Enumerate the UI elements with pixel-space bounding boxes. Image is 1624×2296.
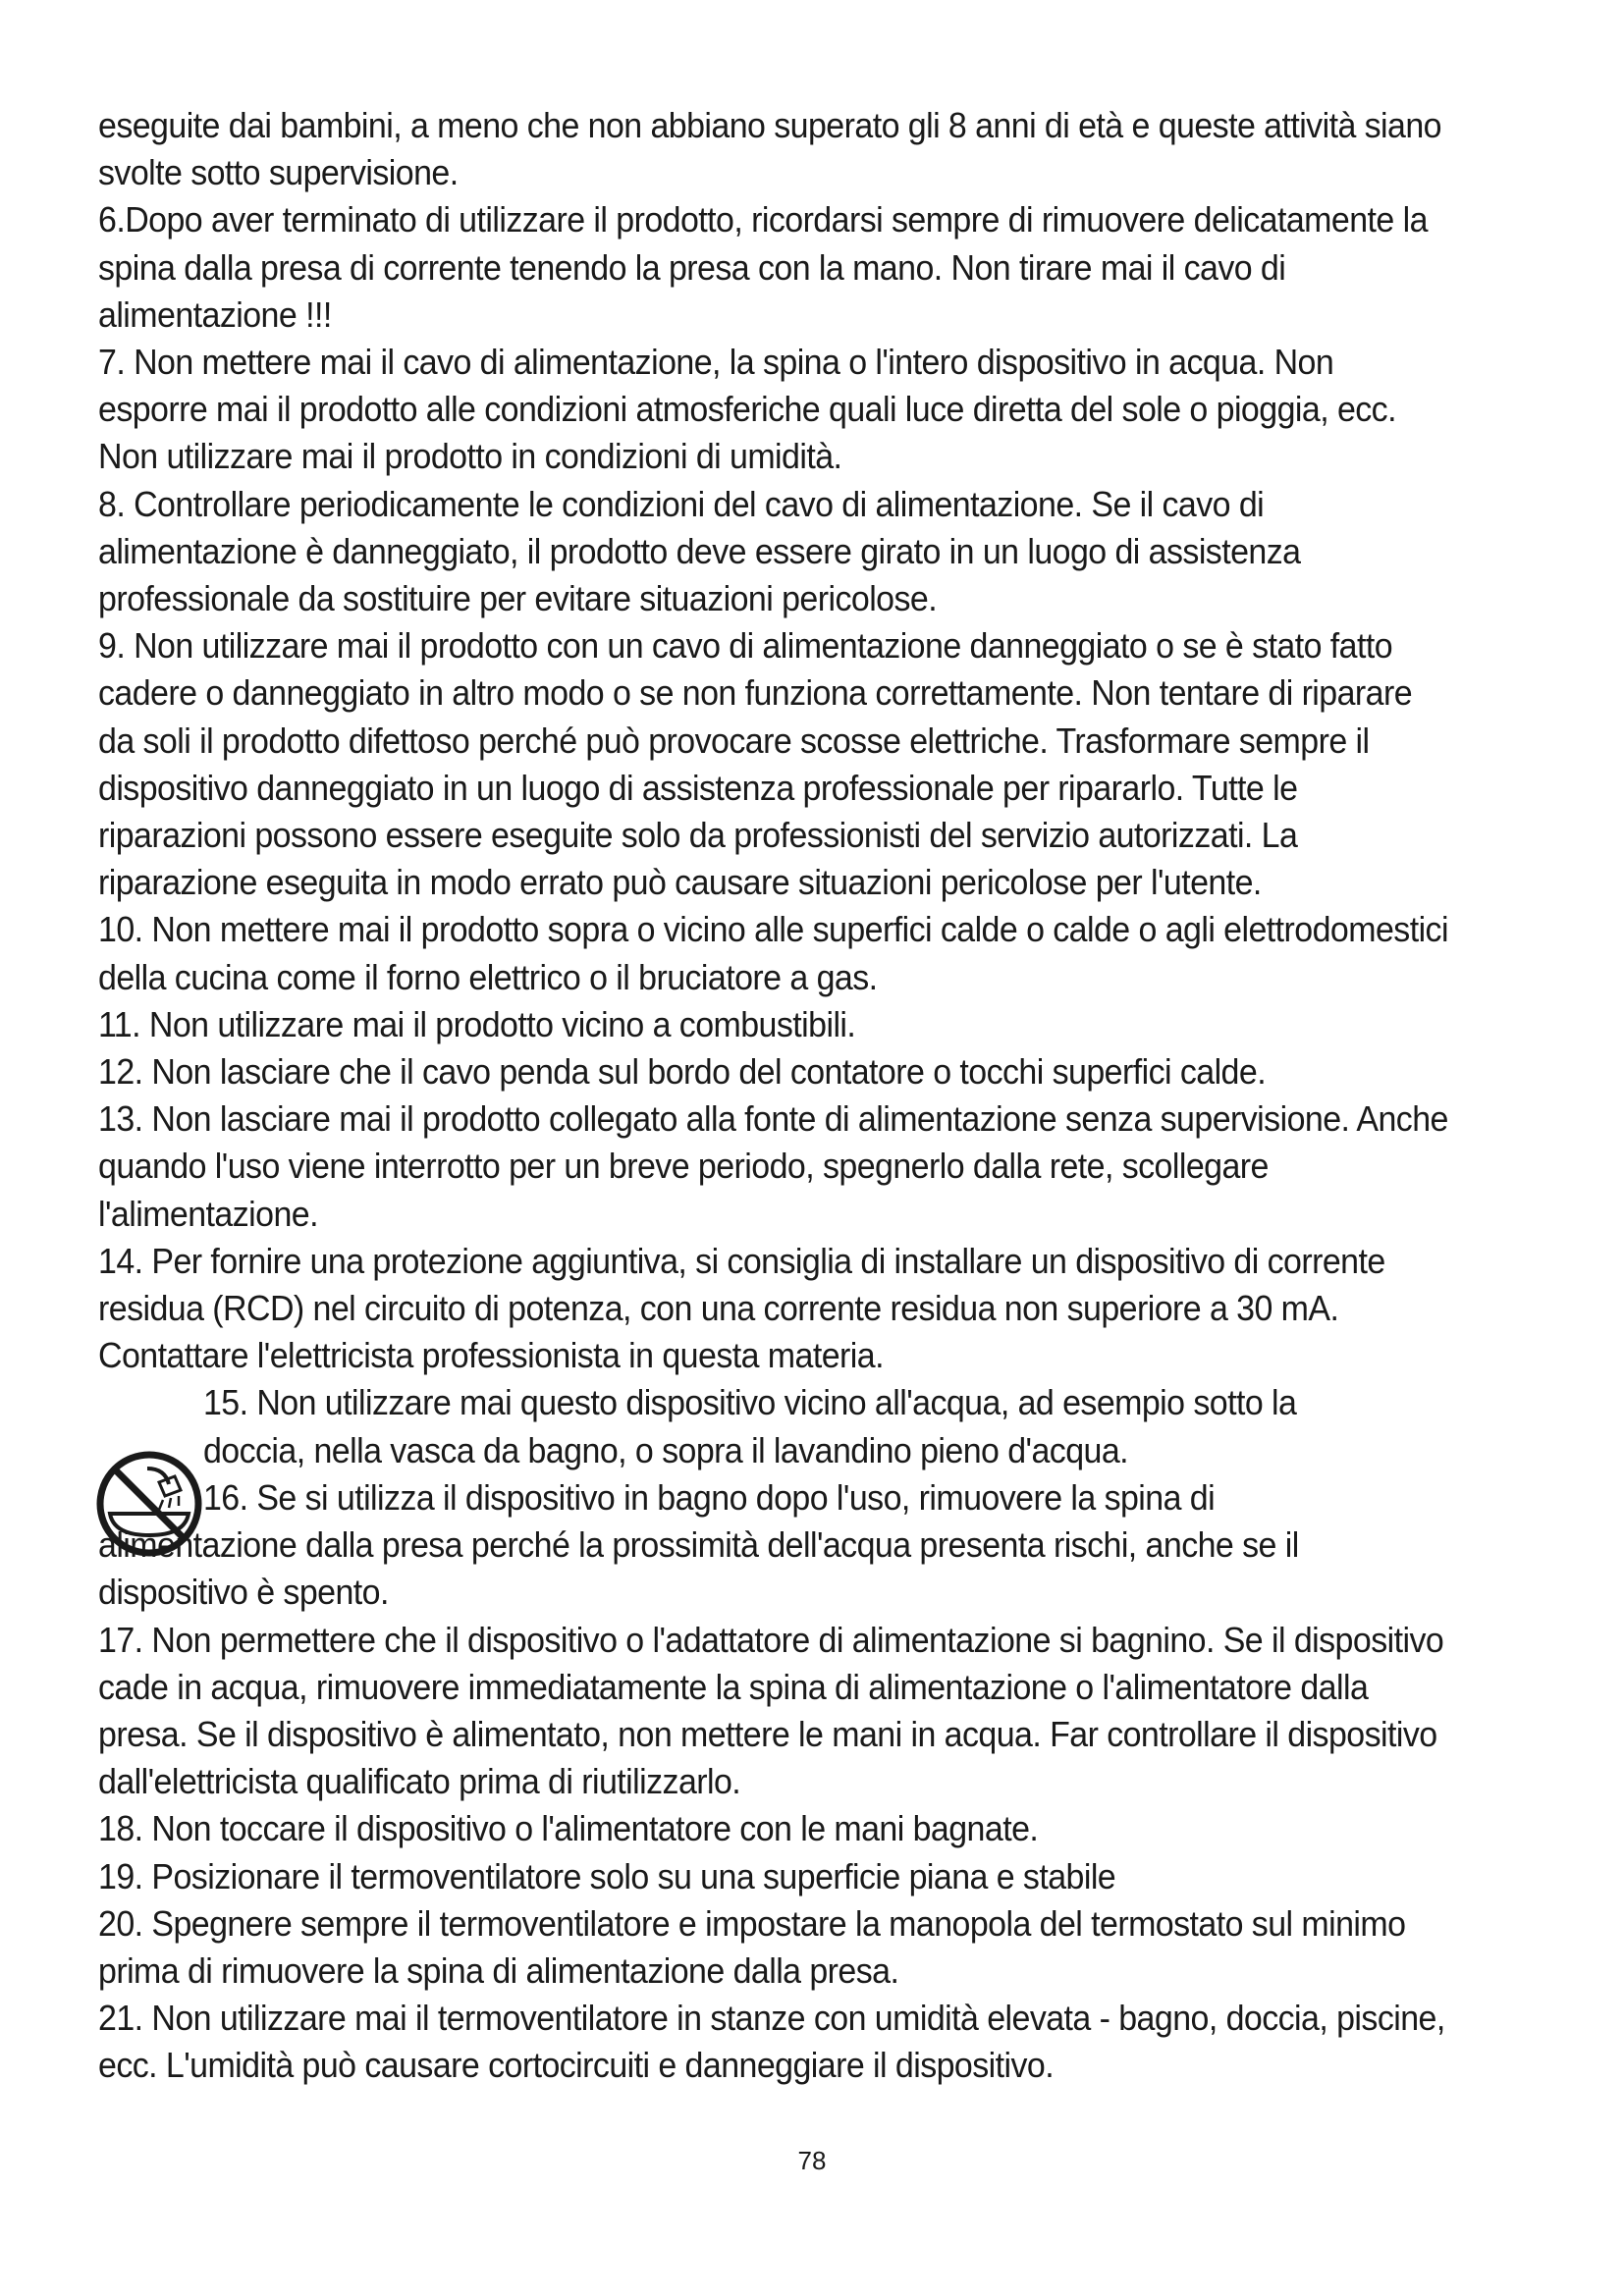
paragraph-6: 6.Dopo aver terminato di utilizzare il prodotto, ricordarsi sempre di rimuovere delicatamente la spina dalla presa di corrente tenendo la presa con la mano. Non tirare mai il cavo di alimentazione !!! bbox=[98, 199, 1428, 335]
paragraph-11: 11. Non utilizzare mai il prodotto vicino a combustibili. bbox=[98, 1003, 856, 1044]
paragraph-10: 10. Non mettere mai il prodotto sopra o vicino alle superfici calde o calde o agli elettrodomestici della cucina come il forno elettrico o il bruciatore a gas. bbox=[98, 909, 1448, 997]
paragraph-8: 8. Controllare periodicamente le condizioni del cavo di alimentazione. Se il cavo di alimentazione è danneggiato, il prodotto deve essere girato in un luogo di assistenza professionale da sostituire per evitare situazioni pericolose. bbox=[98, 483, 1301, 619]
paragraph-14: 14. Per fornire una protezione aggiuntiva, si consiglia di installare un dispositivo di corrente residua (RCD) nel circuito di potenza, con una corrente residua non superiore a 30 mA. Contattare l'elettricista professionista in questa materia. bbox=[98, 1240, 1385, 1376]
paragraph-continuation: eseguite dai bambini, a meno che non abbiano superato gli 8 anni di età e queste attività siano svolte sotto supervisione. bbox=[98, 105, 1442, 193]
paragraph-18: 18. Non toccare il dispositivo o l'alimentatore con le mani bagnate. bbox=[98, 1808, 1039, 1849]
paragraph-15-line2: doccia, nella vasca da bagno, o sopra il lavandino pieno d'acqua. bbox=[202, 1429, 1129, 1470]
paragraph-16-rest: alimentazione dalla presa perché la prossimità dell'acqua presenta rischi, anche se il dispositivo è spento. bbox=[98, 1524, 1299, 1613]
paragraph-21: 21. Non utilizzare mai il termoventilatore in stanze con umidità elevata - bagno, doccia, piscine, ecc. L'umidità può causare cortocircuiti e danneggiare il dispositivo. bbox=[98, 1998, 1445, 2086]
paragraph-17: 17. Non permettere che il dispositivo o l'adattatore di alimentazione si bagnino. Se il dispositivo cade in acqua, rimuovere immediatamente la spina di alimentazione o l'alimentatore dalla presa. Se il dispositivo è alimentato, non mettere le mani in acqua. Far controllare il dispositivo dall'elettricista qualificato prima di riutilizzarlo. bbox=[98, 1619, 1444, 1802]
paragraph-13: 13. Non lasciare mai il prodotto collegato alla fonte di alimentazione senza supervisione. Anche quando l'uso viene interrotto per un breve periodo, spegnerlo dalla rete, scollegare l'alimentazione. bbox=[98, 1098, 1448, 1234]
paragraph-19: 19. Posizionare il termoventilatore solo su una superficie piana e stabile bbox=[98, 1855, 1116, 1896]
no-shower-icon bbox=[90, 1445, 208, 1563]
paragraph-7: 7. Non mettere mai il cavo di alimentazione, la spina o l'intero dispositivo in acqua. Non esporre mai il prodotto alle condizioni atmosferiche quali luce diretta del sole o pioggia, ecc. Non utilizzare mai il prodotto in condizioni di umidità. bbox=[98, 342, 1396, 477]
paragraph-16-line1: 16. Se si utilizza il dispositivo in bagno dopo l'uso, rimuovere la spina di bbox=[202, 1476, 1216, 1518]
paragraph-15-line1: 15. Non utilizzare mai questo dispositivo vicino all'acqua, ad esempio sotto la bbox=[202, 1382, 1297, 1423]
paragraph-12: 12. Non lasciare che il cavo penda sul bordo del contatore o tocchi superfici calde. bbox=[98, 1051, 1267, 1093]
paragraph-20: 20. Spegnere sempre il termoventilatore e impostare la manopola del termostato sul minimo prima di rimuovere la spina di alimentazione dalla presa. bbox=[98, 1902, 1406, 1991]
page-number: 78 bbox=[797, 2146, 827, 2175]
manual-page-text bbox=[98, 102, 1449, 2090]
paragraph-9: 9. Non utilizzare mai il prodotto con un cavo di alimentazione danneggiato o se è stato fatto cadere o danneggiato in altro modo o se non funziona correttamente. Non tentare di riparare da soli il prodotto difettoso perché può provocare scosse elettriche. Trasformare sempre il dispositivo danneggiato in un luogo di assistenza professionale per ripararlo. Tutte le riparazioni possono essere eseguite solo da professionisti del servizio autorizzati. La riparazione eseguita in modo errato può causare situazioni pericolose per l'utente. bbox=[98, 625, 1413, 903]
